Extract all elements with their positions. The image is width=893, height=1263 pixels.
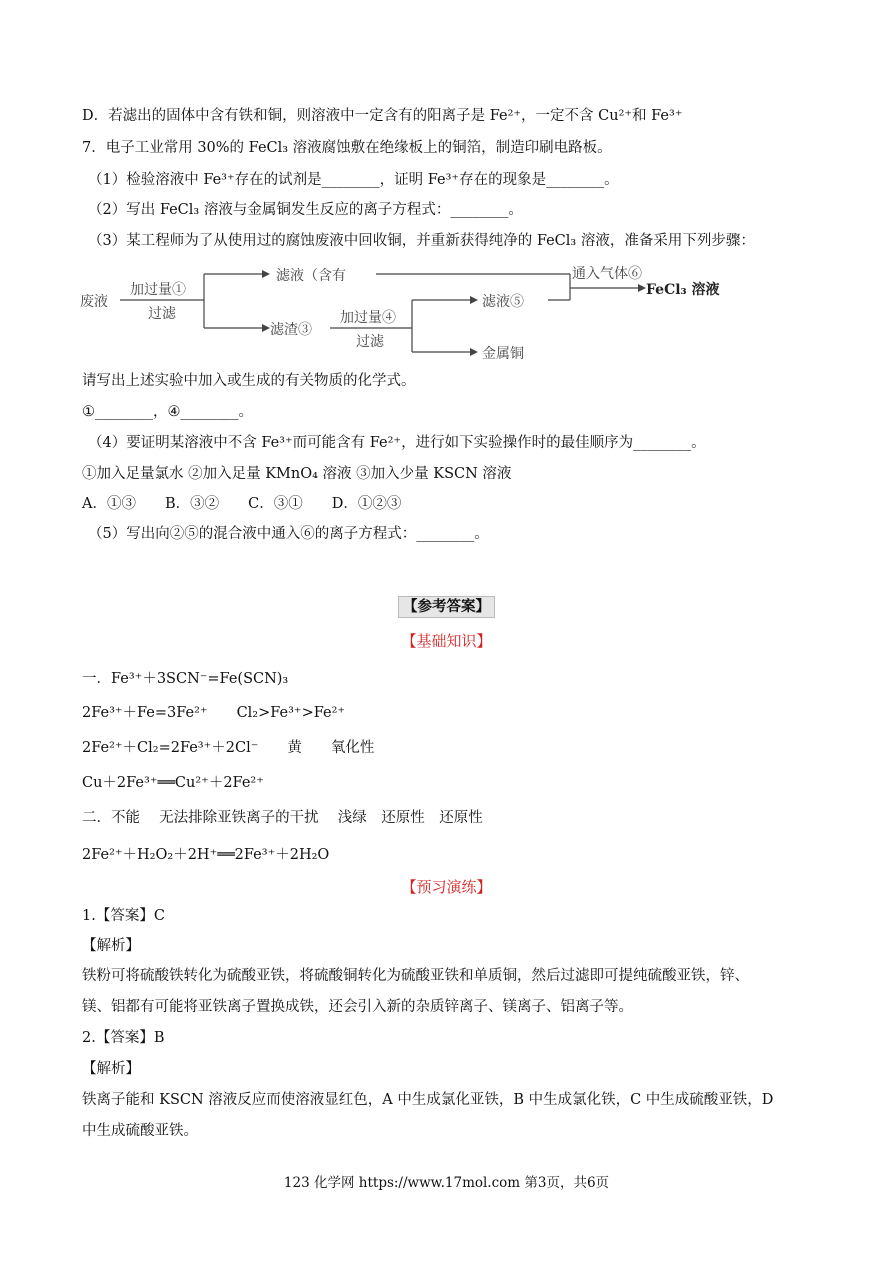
option-d-text: D．若滤出的固体中含有铁和铜，则溶液中一定含有的阳离子是 Fe²⁺，一定不含 Cu²⁺和 Fe³⁺ xyxy=(82,108,683,124)
practice-1-analysis-label: 【解析】 xyxy=(82,938,140,954)
practice-1-analysis-line-1: 铁粉可将硫酸铁转化为硫酸亚铁，将硫酸铜转化为硫酸亚铁和单质铜，然后过滤即可提纯硫酸亚铁，锌、 xyxy=(82,968,749,984)
question-7-part-4: （4）要证明某溶液中不含 Fe³⁺而可能含有 Fe²⁺，进行如下实验操作时的最佳顺序为________。 xyxy=(88,435,706,451)
question-7-stem: 7．电子工业常用 30%的 FeCl₃ 溶液腐蚀敷在绝缘板上的铜箔，制造印刷电路板。 xyxy=(82,140,612,156)
flow-filter-1-label: 过滤 xyxy=(148,306,176,322)
flow-residue-label: 滤渣③ xyxy=(270,322,312,338)
question-7-part-2: （2）写出 FeCl₃ 溶液与金属铜发生反应的离子方程式：________。 xyxy=(88,202,523,218)
answer-line-6: 2Fe²⁺＋H₂O₂＋2H⁺══2Fe³⁺＋2H₂O xyxy=(82,847,330,863)
practice-1-analysis-line-2: 镁、铝都有可能将亚铁离子置换成铁，还会引入新的杂质锌离子、镁离子、铝离子等。 xyxy=(82,999,633,1015)
answer-line-2: 2Fe³⁺＋Fe=3Fe²⁺ Cl₂>Fe³⁺>Fe²⁺ xyxy=(82,705,346,721)
question-7-part-1: （1）检验溶液中 Fe³⁺存在的试剂是________，证明 Fe³⁺存在的现象是________。 xyxy=(88,172,619,188)
flow-filter-2-label: 过滤 xyxy=(356,334,384,350)
flow-filtrate-5-label: 滤液⑤ xyxy=(482,294,524,310)
answer-line-4: Cu＋2Fe³⁺══Cu²⁺＋2Fe²⁺ xyxy=(82,775,264,791)
question-7-part-3: （3）某工程师为了从使用过的腐蚀废液中回收铜，并重新获得纯净的 FeCl₃ 溶液，准备采用下列步骤： xyxy=(88,233,755,249)
question-7-part-4-steps: ①加入足量氯水 ②加入足量 KMnO₄ 溶液 ③加入少量 KSCN 溶液 xyxy=(82,466,512,482)
practice-2-analysis-line-2: 中生成硫酸亚铁。 xyxy=(82,1123,198,1139)
answer-line-3: 2Fe²⁺＋Cl₂=2Fe³⁺＋2Cl⁻ 黄 氧化性 xyxy=(82,740,375,756)
preview-practice-heading: 【预习演练】 xyxy=(401,878,492,896)
question-7-part-3-prompt: 请写出上述实验中加入或生成的有关物质的化学式。 xyxy=(82,373,416,389)
flow-waste-label: 废液 xyxy=(80,294,108,310)
flow-add-1-label: 加过量① xyxy=(130,282,186,298)
flow-copper-label: 金属铜 xyxy=(482,346,524,362)
answer-line-5: 二．不能 无法排除亚铁离子的干扰 浅绿 还原性 还原性 xyxy=(82,810,483,826)
flow-filtrate-label: 滤液（含有 xyxy=(276,268,346,284)
question-7-part-5: （5）写出向②⑤的混合液中通入⑥的离子方程式：________。 xyxy=(88,526,489,542)
page-footer: 123 化学网 https://www.17mol.com 第3页，共6页 xyxy=(283,1175,610,1191)
question-7-part-4-options: A．①③ B．③② C．③① D．①②③ xyxy=(82,496,402,512)
practice-2-answer: 2.【答案】B xyxy=(82,1030,165,1046)
answers-header xyxy=(0,596,893,618)
flow-gas-6-label: 通入气体⑥ xyxy=(572,266,642,282)
practice-2-analysis-label: 【解析】 xyxy=(82,1061,140,1077)
practice-1-answer: 1.【答案】C xyxy=(82,908,165,924)
practice-2-analysis-line-1: 铁离子能和 KSCN 溶液反应而使溶液显红色，A 中生成氯化亚铁，B 中生成氯化铁，C 中生成硫酸亚铁，D xyxy=(82,1092,774,1108)
flow-add-4-label: 加过量④ xyxy=(340,310,396,326)
answers-header-label: 【参考答案】 xyxy=(398,596,495,618)
basic-knowledge-heading: 【基础知识】 xyxy=(401,632,492,650)
flow-product-label: FeCl₃ 溶液 xyxy=(646,282,720,298)
recovery-flowchart xyxy=(78,256,738,366)
answer-line-1: 一．Fe³⁺＋3SCN⁻=Fe(SCN)₃ xyxy=(82,671,289,687)
question-7-part-3-blanks: ①________，④________。 xyxy=(82,404,253,420)
